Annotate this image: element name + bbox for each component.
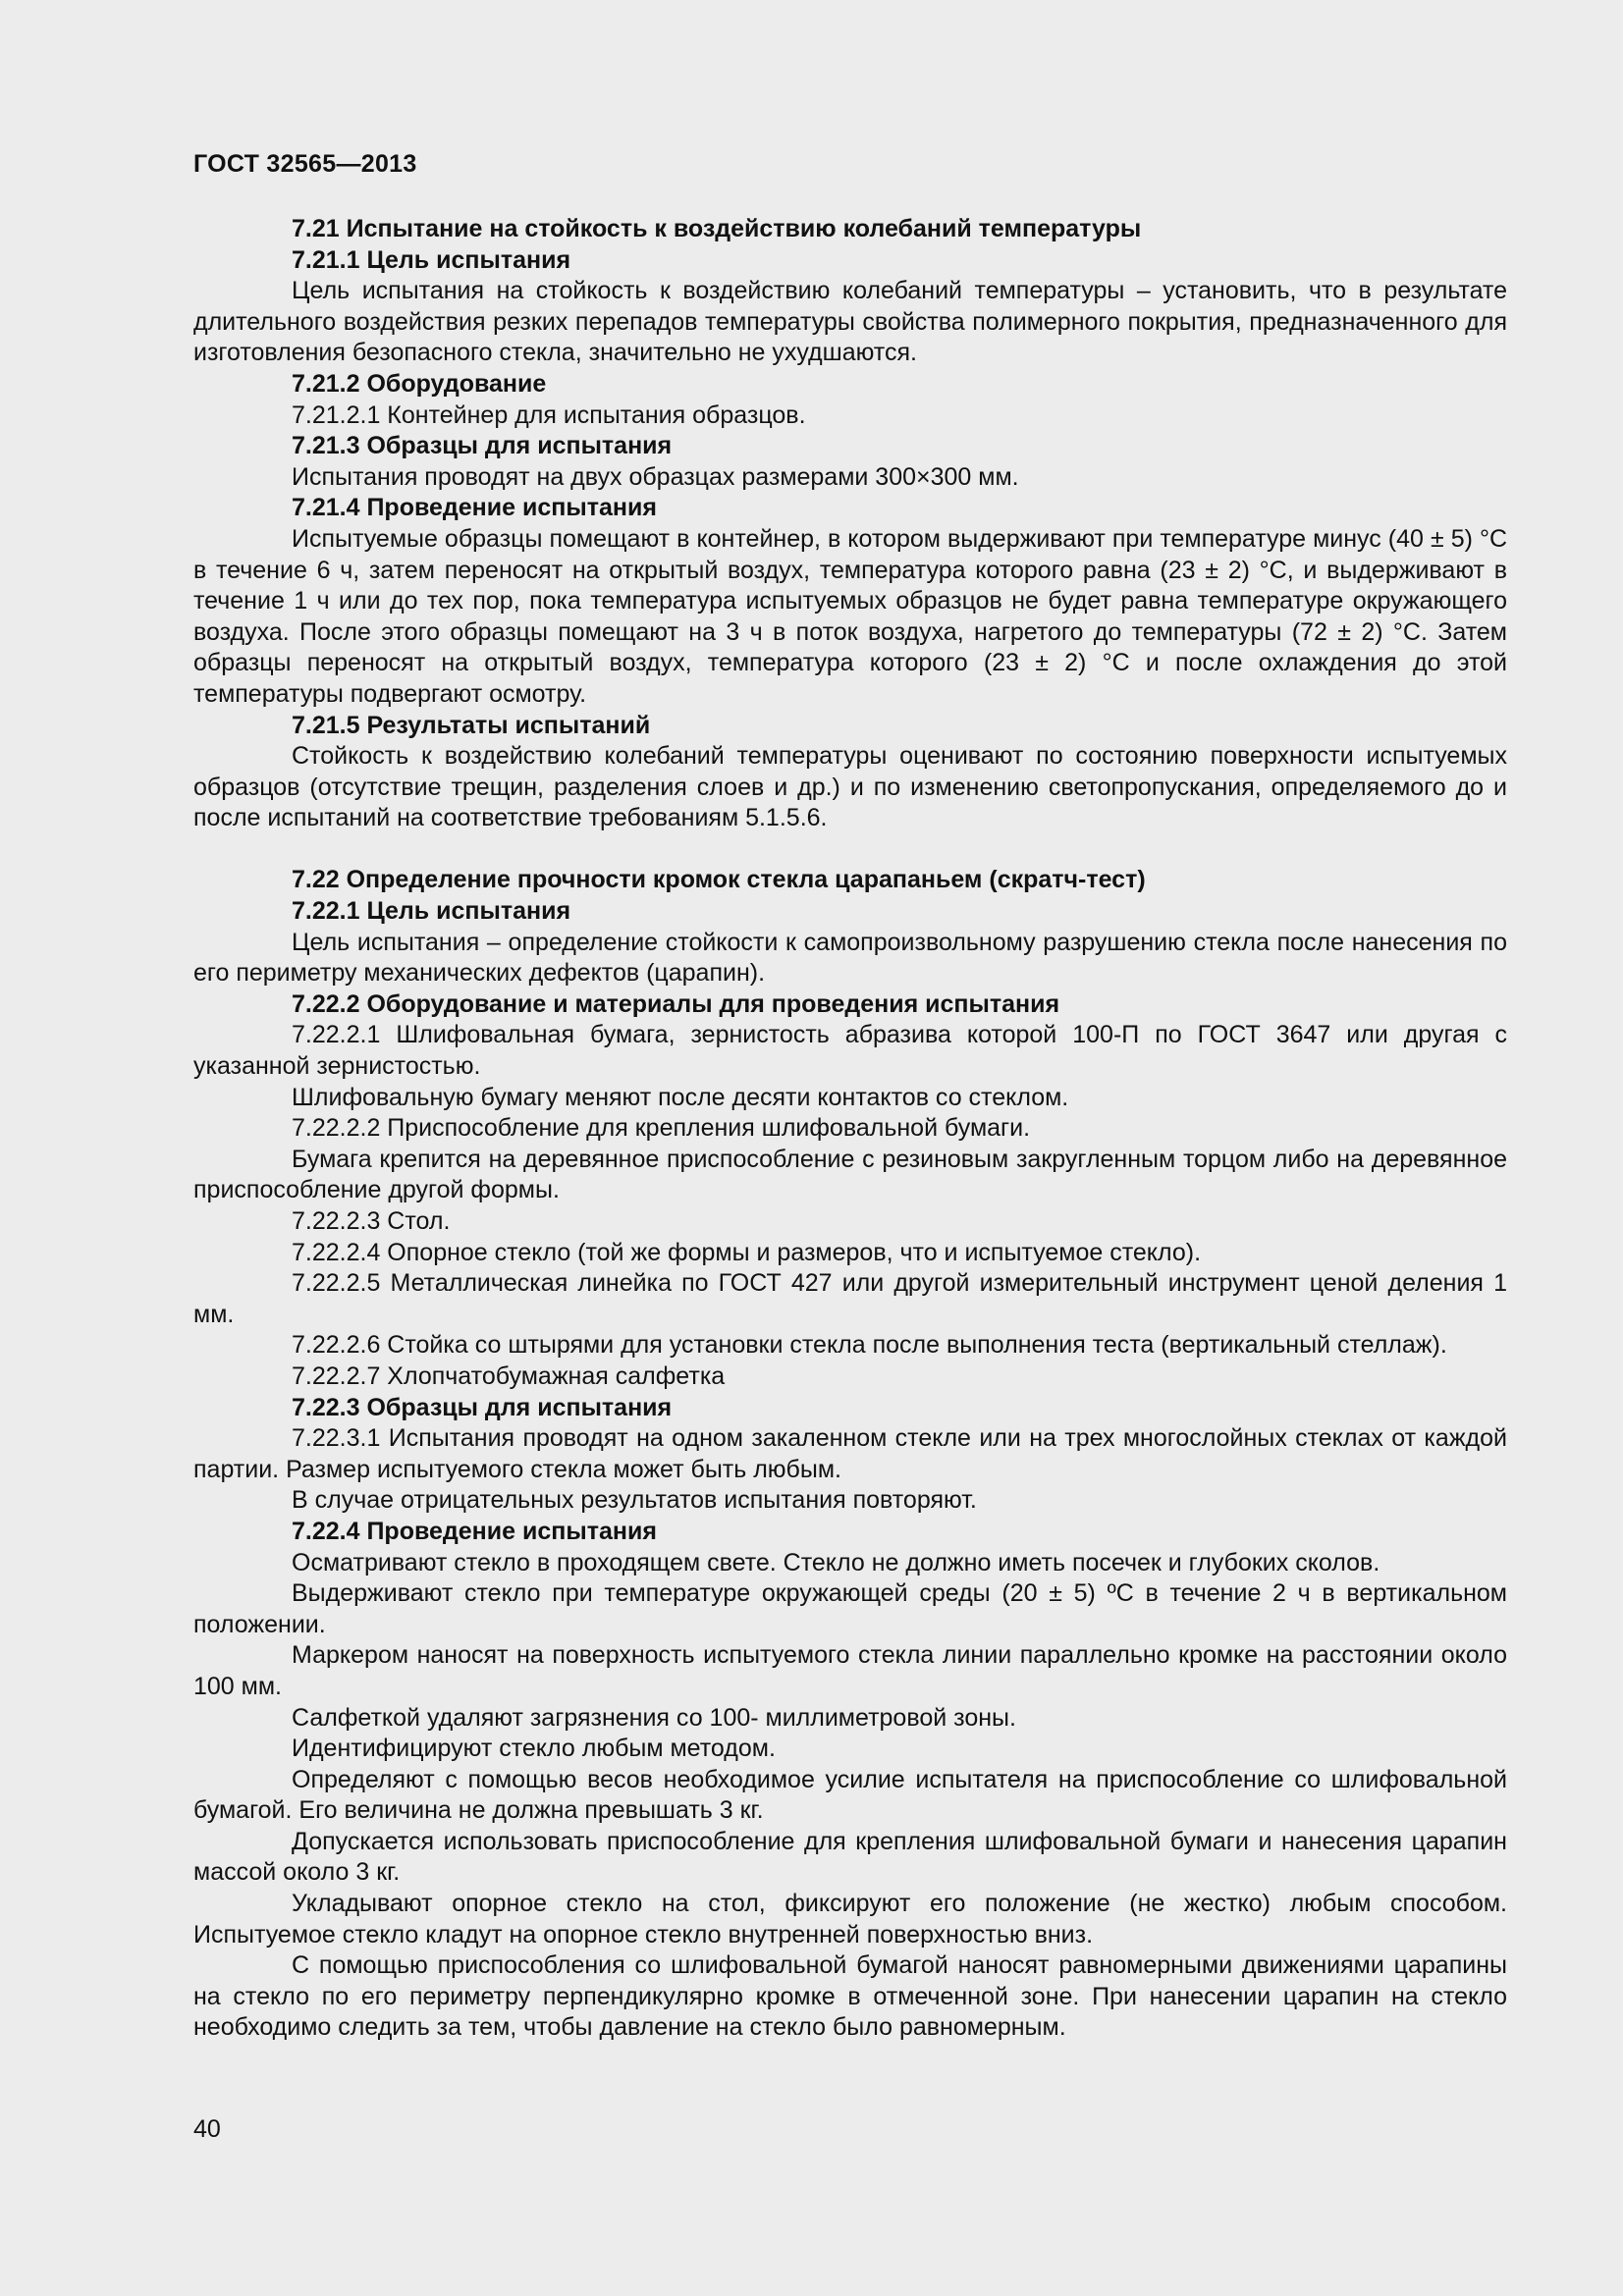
body-paragraph: С помощью приспособления со шлифовальной бумагой наносят равномерными движениями царапины на стекло по его периметру перпендикулярно кромке в отмеченной зоне. При нанесении царапин на стекло необходимо следить за тем, чтобы давление на стекло было равномерным. — [193, 1951, 1507, 2042]
body-paragraph: Испытуемые образцы помещают в контейнер, в котором выдерживают при температуре минус (40 ± 5) °С в течение 6 ч, затем переносят на открытый воздух, температура которого равна (23 ± 2) °С, и выдерживают в течение 1 ч или до тех пор, пока температура испытуемых образцов не будет равна температуре окружающего воздуха. После этого образцы помещают на 3 ч в поток воздуха, нагретого до температуры (72 ± 2) °С. Затем образцы переносят на открытый воздух, температура которого (23 ± 2) °С и после охлаждения до этой температуры подвергают осмотру. — [193, 524, 1507, 708]
body-paragraph: Допускается использовать приспособление для крепления шлифовальной бумаги и нанесения царапин массой около 3 кг. — [193, 1827, 1507, 1887]
document-body — [193, 214, 1507, 2044]
body-paragraph: Выдерживают стекло при температуре окружающей среды (20 ± 5) ºС в течение 2 ч в вертикальном положении. — [193, 1579, 1507, 1638]
section-heading: 7.22 Определение прочности кромок стекла царапаньем (скратч-тест) — [292, 866, 1146, 894]
body-paragraph: 7.22.2.1 Шлифовальная бумага, зернистость абразива которой 100-П по ГОСТ 3647 или другая с указанной зернистостью. — [193, 1021, 1507, 1081]
body-paragraph: Бумага крепится на деревянное приспособление с резиновым закругленным торцом либо на деревянное приспособление другой формы. — [193, 1145, 1507, 1204]
page-number: 40 — [193, 2115, 221, 2143]
section-heading: 7.21.1 Цель испытания — [292, 245, 571, 274]
body-paragraph: 7.22.2.2 Приспособление для крепления шлифовальной бумаги. — [292, 1114, 1031, 1143]
body-paragraph: Идентифицируют стекло любым методом. — [292, 1735, 776, 1763]
body-paragraph: Стойкость к воздействию колебаний температуры оценивают по состоянию поверхности испытуемых образцов (отсутствие трещин, разделения слоев и др.) и по изменению светопропускания, определяемого до и после испытаний на соответствие требованиям 5.1.5.6. — [193, 742, 1507, 832]
body-paragraph: Шлифовальную бумагу меняют после десяти контактов со стеклом. — [292, 1083, 1069, 1111]
body-paragraph: Цель испытания на стойкость к воздействию колебаний температуры – установить, что в результате длительного воздействия резких перепадов температуры свойства полимерного покрытия, предназначенного для изготовления безопасного стекла, значительно не ухудшаются. — [193, 277, 1507, 367]
body-paragraph: Испытания проводят на двух образцах размерами 300×300 мм. — [292, 462, 1019, 491]
section-heading: 7.21.2 Оборудование — [292, 369, 547, 398]
body-paragraph: 7.22.2.5 Металлическая линейка по ГОСТ 427 или другой измерительный инструмент ценой деления 1 мм. — [193, 1269, 1507, 1328]
body-paragraph: Салфеткой удаляют загрязнения со 100- миллиметровой зоны. — [292, 1703, 1016, 1732]
body-paragraph: Маркером наносят на поверхность испытуемого стекла линии параллельно кромке на расстоянии около 100 мм. — [193, 1641, 1507, 1700]
section-heading: 7.21.3 Образцы для испытания — [292, 432, 673, 460]
body-paragraph: 7.22.2.3 Стол. — [292, 1207, 451, 1235]
body-paragraph: 7.22.3.1 Испытания проводят на одном закаленном стекле или на трех многослойных стеклах от каждой партии. Размер испытуемого стекла может быть любым. — [193, 1424, 1507, 1483]
body-paragraph: Определяют с помощью весов необходимое усилие испытателя на приспособление со шлифовальной бумагой. Его величина не должна превышать 3 кг. — [193, 1765, 1507, 1825]
section-heading: 7.22.4 Проведение испытания — [292, 1517, 657, 1545]
body-paragraph: Укладывают опорное стекло на стол, фиксируют его положение (не жестко) любым способом. Испытуемое стекло кладут на опорное стекло внутренней поверхностью вниз. — [193, 1890, 1507, 1949]
body-paragraph: 7.22.2.6 Стойка со штырями для установки стекла после выполнения теста (вертикальный стеллаж). — [292, 1331, 1447, 1360]
body-paragraph: Осматривают стекло в проходящем свете. Стекло не должно иметь посечек и глубоких сколов. — [292, 1548, 1380, 1576]
section-heading: 7.21.4 Проведение испытания — [292, 494, 657, 522]
body-paragraph: 7.22.2.7 Хлопчатобумажная салфетка — [292, 1362, 726, 1390]
section-heading: 7.22.1 Цель испытания — [292, 897, 571, 926]
body-paragraph: Цель испытания – определение стойкости к самопроизвольному разрушению стекла после нанесения по его периметру механических дефектов (царапин). — [193, 928, 1507, 988]
body-paragraph: 7.21.2.1 Контейнер для испытания образцов. — [292, 400, 806, 429]
section-heading: 7.21.5 Результаты испытаний — [292, 711, 651, 739]
section-gap — [193, 834, 1507, 866]
section-heading: 7.22.3 Образцы для испытания — [292, 1393, 673, 1421]
document-header: ГОСТ 32565—2013 — [193, 150, 417, 178]
section-heading: 7.22.2 Оборудование и материалы для проведения испытания — [292, 989, 1060, 1018]
section-heading: 7.21 Испытание на стойкость к воздействию колебаний температуры — [292, 215, 1142, 242]
body-paragraph: В случае отрицательных результатов испытания повторяют. — [292, 1486, 977, 1515]
body-paragraph: 7.22.2.4 Опорное стекло (той же формы и размеров, что и испытуемое стекло). — [292, 1238, 1202, 1266]
